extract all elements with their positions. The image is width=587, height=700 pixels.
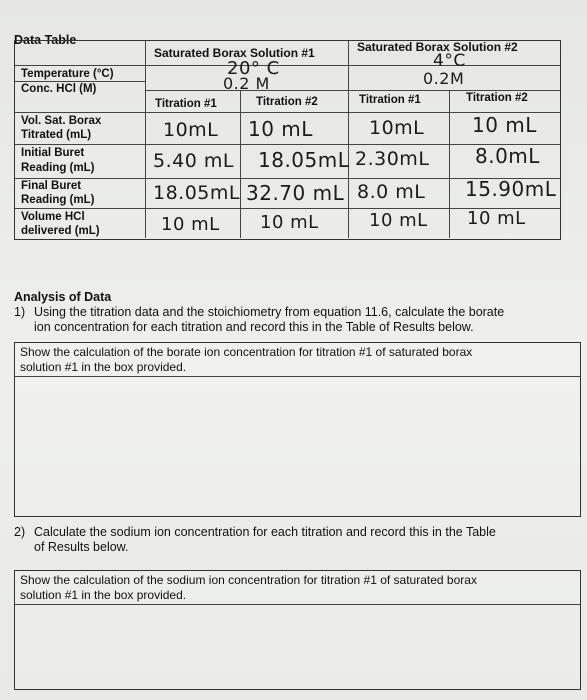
- question-text: ion concentration for each titration and record this in the Table of Results below.: [34, 320, 474, 334]
- question-2: [14, 525, 496, 555]
- question-text: Using the titration data and the stoichiometry from equation 11.6, calculate the borate: [34, 305, 505, 319]
- question-text: Calculate the sodium ion concentration for each titration and record this in the Table: [34, 525, 496, 539]
- row-label-volume-hcl: delivered (mL): [21, 225, 100, 237]
- handwritten-value: 15.90mL: [465, 177, 557, 201]
- handwritten-value: 2.30mL: [355, 148, 430, 170]
- grid-line: [15, 81, 145, 82]
- solution2-header: Saturated Borax Solution #2: [357, 40, 518, 54]
- data-table: [14, 40, 561, 240]
- row-label-initial-buret: Initial Buret: [21, 147, 85, 159]
- handwritten-value: 10 mL: [467, 208, 526, 229]
- handwritten-value: 10 mL: [248, 117, 313, 141]
- grid-line: [15, 65, 560, 66]
- question-text: of Results below.: [34, 540, 129, 554]
- answer-box-header: [15, 343, 580, 377]
- titration-label: Titration #1: [359, 94, 421, 106]
- answer-box-1[interactable]: [14, 342, 581, 517]
- box-instruction: Show the calculation of the sodium ion concentration for titration #1 of saturated borax: [20, 573, 477, 587]
- handwritten-concentration: 0.2M: [423, 69, 465, 88]
- question-number: 2): [14, 525, 26, 539]
- handwritten-value: 18.05mL: [258, 148, 350, 172]
- box-instruction: solution #1 in the box provided.: [20, 588, 187, 602]
- handwritten-value: 10mL: [163, 119, 219, 141]
- row-label-conc-hcl: Conc. HCl (M): [21, 83, 97, 95]
- question-1: [14, 305, 504, 335]
- row-label-vol-borax: Titrated (mL): [21, 129, 92, 141]
- handwritten-value: 10mL: [369, 117, 425, 139]
- handwritten-value: 32.70 mL: [246, 181, 345, 205]
- row-label-final-buret: Final Buret: [21, 180, 82, 192]
- grid-line: [145, 41, 146, 238]
- titration-label: Titration #1: [155, 98, 217, 110]
- handwritten-temperature: 20° C: [227, 58, 280, 79]
- grid-line: [348, 41, 349, 238]
- grid-line: [449, 90, 450, 238]
- handwritten-value: 18.05mL: [153, 182, 240, 204]
- handwritten-value: 8.0mL: [475, 144, 540, 168]
- row-label-initial-buret: Reading (mL): [21, 162, 95, 174]
- handwritten-value: 10 mL: [369, 210, 428, 231]
- handwritten-value: 10 mL: [472, 113, 537, 137]
- handwritten-temperature: 4°C: [433, 51, 466, 71]
- answer-box-2[interactable]: [14, 570, 581, 690]
- analysis-title: Analysis of Data: [14, 290, 112, 304]
- box-instruction: solution #1 in the box provided.: [20, 360, 187, 374]
- row-label-final-buret: Reading (mL): [21, 194, 95, 206]
- titration-label: Titration #2: [256, 96, 318, 108]
- row-label-volume-hcl: Volume HCl: [21, 211, 85, 223]
- box-instruction: Show the calculation of the borate ion concentration for titration #1 of saturated borax: [20, 345, 473, 359]
- grid-line: [145, 90, 560, 91]
- handwritten-concentration: 0.2 M: [223, 74, 270, 93]
- handwritten-value: 5.40 mL: [153, 150, 234, 172]
- titration-label: Titration #2: [466, 92, 528, 104]
- solution1-header: Saturated Borax Solution #1: [154, 46, 315, 60]
- row-label-vol-borax: Vol. Sat. Borax: [21, 115, 102, 127]
- handwritten-value: 8.0 mL: [357, 181, 426, 203]
- data-table-title: Data Table: [14, 33, 77, 47]
- handwritten-value: 10 mL: [260, 212, 319, 233]
- handwritten-value: 10 mL: [161, 214, 220, 235]
- row-label-temperature: Temperature (°C): [21, 68, 114, 80]
- question-number: 1): [14, 305, 26, 319]
- grid-line: [240, 90, 241, 238]
- answer-box-header: [15, 571, 580, 605]
